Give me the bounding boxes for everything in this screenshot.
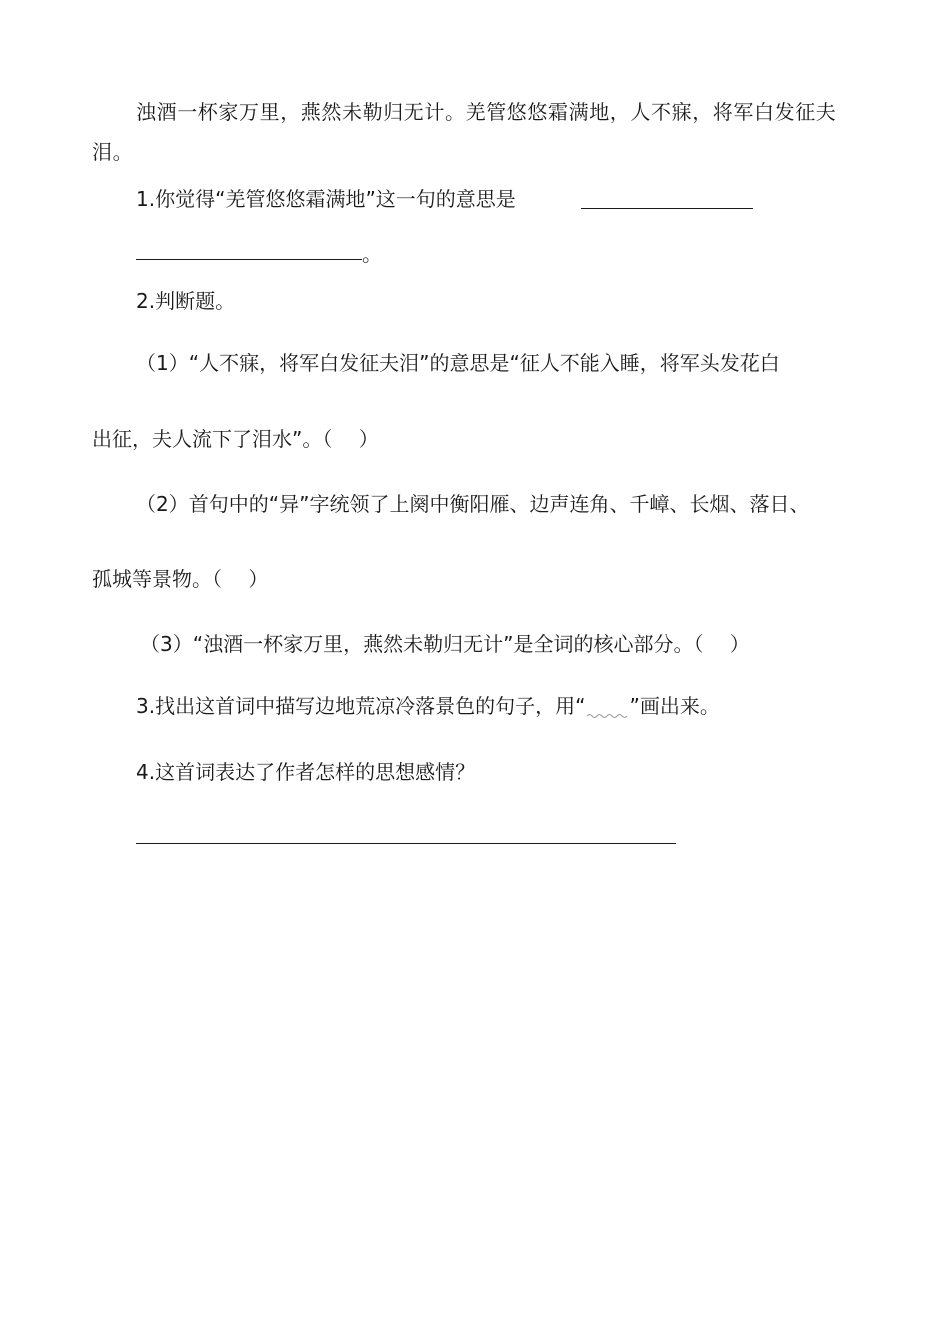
answer-blank-4[interactable] bbox=[136, 843, 676, 844]
answer-blank-1b[interactable] bbox=[136, 259, 362, 260]
judgment-item-2-line-1: （2）首句中的“异”字统领了上阕中衡阳雁、边声连角、千嶂、长烟、落日、 bbox=[136, 492, 810, 516]
answer-blank-1a[interactable] bbox=[581, 208, 753, 209]
question-3-text-after: ”画出来。 bbox=[629, 694, 720, 718]
judgment-item-1-line-1: （1）“人不寐，将军白发征夫泪”的意思是“征人不能入睡，将军头发花白 bbox=[136, 351, 780, 375]
question-1-end-mark: 。 bbox=[362, 242, 382, 266]
wavy-underline-icon bbox=[585, 699, 629, 719]
question-3-text-before: 3.找出这首词中描写边地荒凉冷落景色的句子，用“ bbox=[136, 694, 586, 718]
question-2-title: 2.判断题。 bbox=[136, 289, 236, 313]
question-1: 1.你觉得“羌管悠悠霜满地”这一句的意思是 bbox=[136, 187, 516, 211]
poem-line-1: 浊酒一杯家万里，燕然未勒归无计。羌管悠悠霜满地，人不寐，将军白发征夫 bbox=[136, 100, 837, 124]
judgment-item-1-line-2: 出征，夫人流下了泪水”。（ ） bbox=[92, 427, 379, 451]
judgment-item-3: （3）“浊酒一杯家万里，燕然未勒归无计”是全词的核心部分。（ ） bbox=[140, 632, 750, 656]
question-3 bbox=[136, 692, 720, 720]
judgment-item-2-line-2: 孤城等景物。（ ） bbox=[92, 567, 269, 591]
question-4: 4.这首词表达了作者怎样的思想感情？ bbox=[136, 760, 476, 784]
poem-line-2: 泪。 bbox=[92, 140, 134, 164]
